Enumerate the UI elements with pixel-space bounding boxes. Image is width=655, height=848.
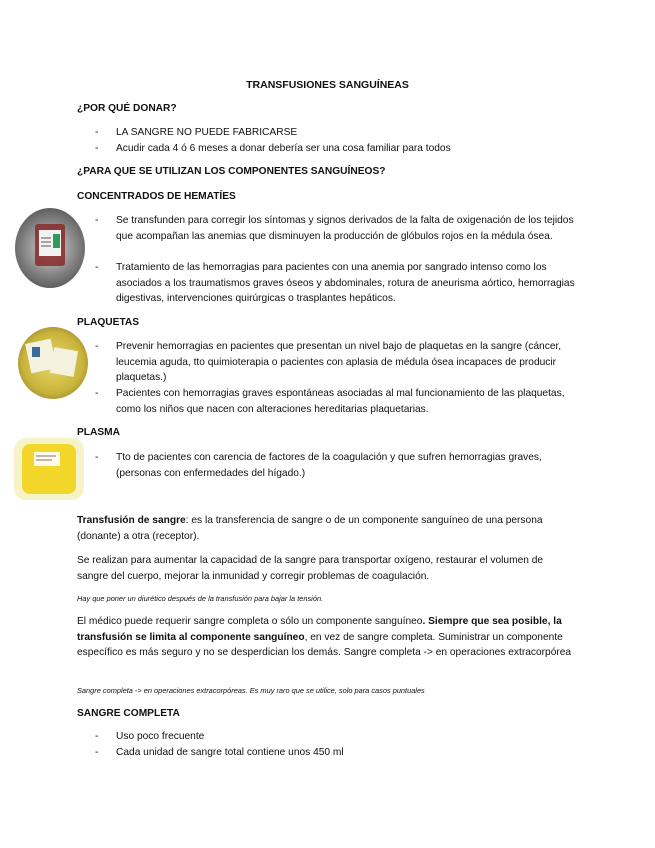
bullet-dash: - <box>95 452 99 463</box>
bullet-dash: - <box>95 143 99 154</box>
note-diuretico: Hay que poner un diurético después de la transfusión para bajar la tensión. <box>77 594 324 603</box>
bullet-dash: - <box>95 262 99 273</box>
definition-term: Transfusión de sangre <box>77 515 186 526</box>
heading-plaquetas: PLAQUETAS <box>77 317 140 328</box>
bullet-text: LA SANGRE NO PUEDE FABRICARSE <box>116 127 298 138</box>
objective-paragraph: Se realizan para aumentar la capacidad de la sangre para transportar oxígeno, restaurar el volumen de sangre del cuerpo, mejorar la inmunidad y corregir problemas de coagulación. <box>77 555 544 582</box>
bullet-dash: - <box>95 388 99 399</box>
bullet-text: Tratamiento de las hemorragias para pacientes con una anemia por sangrado intenso como los asociados a los traumatismos graves óseos y abdominales, rotura de aneurisma aórtico, hemorragias digestivas, intervenciones quirúrgicas o trasplantes hepáticos. <box>116 262 575 304</box>
bullet-dash: - <box>95 731 99 742</box>
bullet-text: Cada unidad de sangre total contiene unos 450 ml <box>116 747 344 758</box>
definition-text: : es la transferencia de sangre o de un componente sanguíneo de una persona (donante) a otra (receptor). <box>77 515 543 542</box>
bullet-text: Acudir cada 4 ó 6 meses a donar debería ser una cosa familiar para todos <box>116 143 451 154</box>
heading-plasma: PLASMA <box>77 427 121 438</box>
bullet-dash: - <box>95 341 99 352</box>
bullet-text: Prevenir hemorragias en pacientes que presentan un nivel bajo de plaquetas en la sangre (cáncer, leucemia aguda, tto quimioterapia o pacientes con aplasia de médula ósea incapaces de producir plaquetas.) <box>116 341 562 383</box>
platelet-bag-photo <box>18 327 88 399</box>
heading-sangre-completa: SANGRE COMPLETA <box>77 708 180 719</box>
heading-por-que-donar: ¿POR QUÉ DONAR? <box>77 103 177 114</box>
medico-text-bold: . Siempre que sea posible, la transfusión se limita al componente sanguíneo <box>77 616 562 643</box>
heading-para-que: ¿PARA QUE SE UTILIZAN LOS COMPONENTES SANGUÍNEOS? <box>77 166 386 177</box>
note-sangre-completa: Sangre completa -> en operaciones extracorpóreas. Es muy raro que se utilice, solo para casos puntuales <box>77 686 425 695</box>
bullet-dash: - <box>95 215 99 226</box>
plasma-bag-photo <box>14 438 84 500</box>
medico-paragraph <box>77 614 577 661</box>
medico-text-3: , en vez de sangre completa. Suministrar un componente específico es más seguro y no se desperdician los demás. Sangre completa -> en operaciones extracorpórea <box>77 631 572 658</box>
bullet-text: Se transfunden para corregir los síntomas y signos derivados de la falta de oxigenación de los tejidos que acompañan las anemias que disminuyen la producción de glóbulos rojos en la médula ósea. <box>116 215 574 242</box>
blood-bag-photo <box>15 208 85 288</box>
bullet-text: Pacientes con hemorragias graves espontáneas asociadas al mal funcionamiento de las plaquetas, como los niños que nacen con alteraciones hereditarias plaquetarias. <box>116 388 565 415</box>
heading-hematies: CONCENTRADOS DE HEMATÍES <box>77 191 236 202</box>
bullet-text: Tto de pacientes con carencia de factores de la coagulación y que sufren hemorragias graves, (personas con enfermedades del hígado.) <box>116 452 542 479</box>
page-title: TRANSFUSIONES SANGUÍNEAS <box>246 79 409 91</box>
bullet-dash: - <box>95 127 99 138</box>
bullet-dash: - <box>95 747 99 758</box>
bullet-text: Uso poco frecuente <box>116 731 205 742</box>
definition-paragraph <box>77 513 577 544</box>
medico-text-1: El médico puede requerir sangre completa o sólo un componente sanguíneo <box>77 616 423 627</box>
